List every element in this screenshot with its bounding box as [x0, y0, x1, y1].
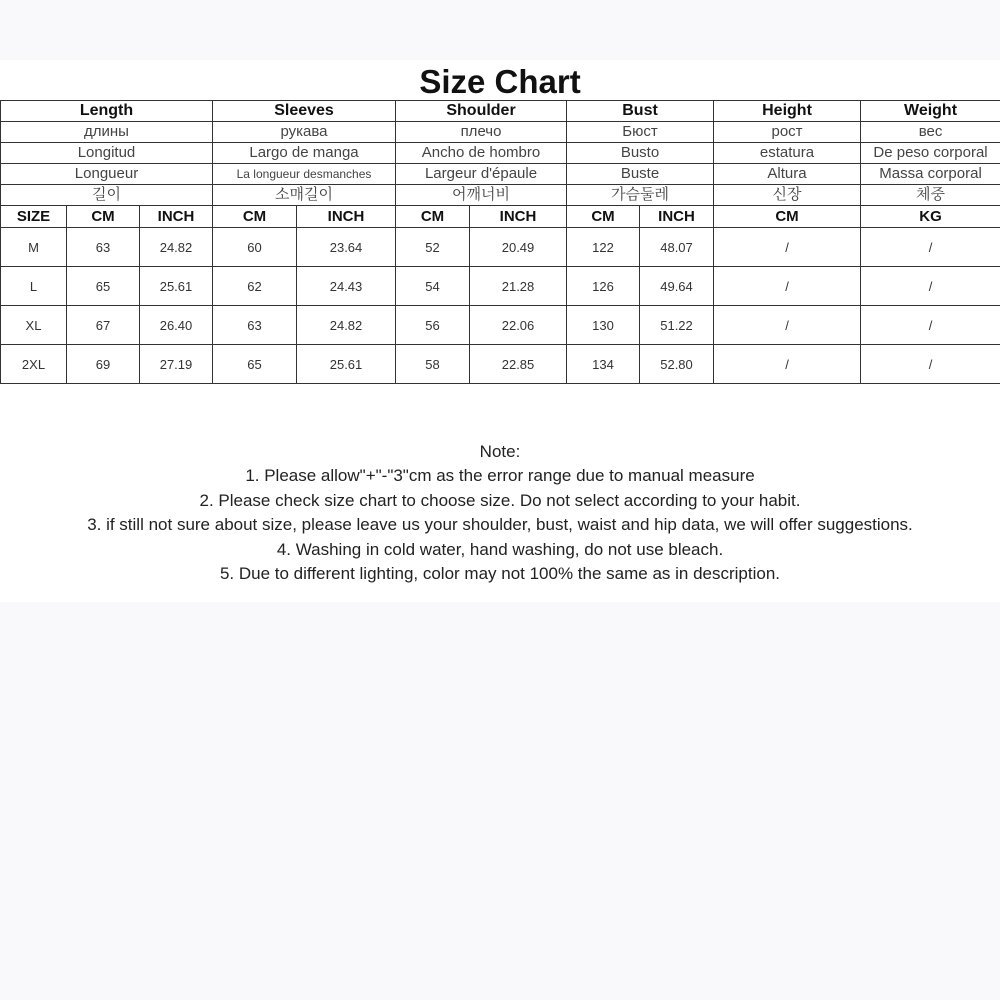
shoulder-inch-cell: 21.28 [470, 267, 567, 306]
header-length-ko: 길이 [1, 185, 213, 206]
table-row [1, 306, 1000, 345]
bust-inch-cell: 52.80 [640, 345, 714, 384]
sleeves-cm-cell: 65 [213, 345, 297, 384]
bust-cm-cell: 126 [567, 267, 640, 306]
header-weight: Weight [861, 101, 1000, 122]
unit-size: SIZE [1, 206, 67, 228]
notes-section [0, 440, 1000, 586]
header-shoulder: Shoulder [396, 101, 567, 122]
header-row-french [1, 164, 1000, 185]
table-row [1, 228, 1000, 267]
header-row-korean [1, 185, 1000, 206]
header-height-es: estatura [714, 143, 861, 164]
length-cm-cell: 69 [67, 345, 140, 384]
sleeves-inch-cell: 25.61 [297, 345, 396, 384]
page-title: Size Chart [419, 63, 581, 100]
bust-cm-cell: 122 [567, 228, 640, 267]
header-bust-es: Busto [567, 143, 714, 164]
bust-inch-cell: 51.22 [640, 306, 714, 345]
unit-sleeves-cm: CM [213, 206, 297, 228]
header-bust: Bust [567, 101, 714, 122]
size-chart-table [0, 100, 1000, 384]
unit-sleeves-inch: INCH [297, 206, 396, 228]
table-row [1, 267, 1000, 306]
note-item: 2. Please check size chart to choose size. Do not select according to your habit. [199, 490, 801, 510]
header-height-fr: Altura [714, 164, 861, 185]
header-height-ko: 신장 [714, 185, 861, 206]
length-cm-cell: 67 [67, 306, 140, 345]
header-length-es: Longitud [1, 143, 213, 164]
sleeves-inch-cell: 24.82 [297, 306, 396, 345]
header-length: Length [1, 101, 213, 122]
header-row-english [1, 101, 1000, 122]
header-row-russian [1, 122, 1000, 143]
notes-heading: Note: [479, 442, 521, 461]
length-inch-cell: 24.82 [140, 228, 213, 267]
length-inch-cell: 27.19 [140, 345, 213, 384]
shoulder-cm-cell: 56 [396, 306, 470, 345]
size-cell: XL [1, 306, 67, 345]
header-weight-es: De peso corporal [861, 143, 1000, 164]
shoulder-inch-cell: 22.06 [470, 306, 567, 345]
bust-inch-cell: 49.64 [640, 267, 714, 306]
header-shoulder-ru: плечо [396, 122, 567, 143]
header-length-fr: Longueur [1, 164, 213, 185]
height-cell: / [714, 267, 861, 306]
sleeves-inch-cell: 23.64 [297, 228, 396, 267]
shoulder-cm-cell: 58 [396, 345, 470, 384]
weight-cell: / [861, 306, 1000, 345]
size-cell: 2XL [1, 345, 67, 384]
height-cell: / [714, 345, 861, 384]
unit-weight-kg: KG [861, 206, 1000, 228]
header-sleeves-fr: La longueur desmanches [213, 164, 396, 185]
header-bust-ko: 가슴둘레 [567, 185, 714, 206]
header-weight-ru: вес [861, 122, 1000, 143]
header-weight-fr: Massa corporal [861, 164, 1000, 185]
height-cell: / [714, 306, 861, 345]
sleeves-cm-cell: 62 [213, 267, 297, 306]
unit-row [1, 206, 1000, 228]
shoulder-cm-cell: 54 [396, 267, 470, 306]
length-cm-cell: 63 [67, 228, 140, 267]
weight-cell: / [861, 345, 1000, 384]
weight-cell: / [861, 228, 1000, 267]
shoulder-inch-cell: 22.85 [470, 345, 567, 384]
size-cell: M [1, 228, 67, 267]
header-row-spanish [1, 143, 1000, 164]
bust-cm-cell: 130 [567, 306, 640, 345]
length-inch-cell: 25.61 [140, 267, 213, 306]
unit-bust-inch: INCH [640, 206, 714, 228]
header-shoulder-fr: Largeur d'épaule [396, 164, 567, 185]
bust-inch-cell: 48.07 [640, 228, 714, 267]
header-weight-ko: 체중 [861, 185, 1000, 206]
note-item: 5. Due to different lighting, color may not 100% the same as in description. [219, 564, 781, 584]
header-sleeves-ru: рукава [213, 122, 396, 143]
header-height-ru: рост [714, 122, 861, 143]
sleeves-cm-cell: 60 [213, 228, 297, 267]
note-item: 1. Please allow"+"-"3"cm as the error range due to manual measure [245, 466, 755, 486]
header-sleeves-ko: 소매길이 [213, 185, 396, 206]
weight-cell: / [861, 267, 1000, 306]
header-length-ru: длины [1, 122, 213, 143]
shoulder-cm-cell: 52 [396, 228, 470, 267]
header-sleeves: Sleeves [213, 101, 396, 122]
header-height: Height [714, 101, 861, 122]
header-bust-ru: Бюст [567, 122, 714, 143]
size-cell: L [1, 267, 67, 306]
header-shoulder-ko: 어깨너비 [396, 185, 567, 206]
length-inch-cell: 26.40 [140, 306, 213, 345]
note-item: 4. Washing in cold water, hand washing, do not use bleach. [276, 539, 724, 559]
header-shoulder-es: Ancho de hombro [396, 143, 567, 164]
header-bust-fr: Buste [567, 164, 714, 185]
sleeves-cm-cell: 63 [213, 306, 297, 345]
unit-height-cm: CM [714, 206, 861, 228]
bust-cm-cell: 134 [567, 345, 640, 384]
length-cm-cell: 65 [67, 267, 140, 306]
sleeves-inch-cell: 24.43 [297, 267, 396, 306]
unit-shoulder-cm: CM [396, 206, 470, 228]
unit-length-cm: CM [67, 206, 140, 228]
table-row [1, 345, 1000, 384]
header-sleeves-es: Largo de manga [213, 143, 396, 164]
unit-shoulder-inch: INCH [470, 206, 567, 228]
shoulder-inch-cell: 20.49 [470, 228, 567, 267]
unit-bust-cm: CM [567, 206, 640, 228]
unit-length-inch: INCH [140, 206, 213, 228]
height-cell: / [714, 228, 861, 267]
note-item: 3. if still not sure about size, please leave us your shoulder, bust, waist and hip data, we will offer suggestions. [87, 515, 913, 535]
